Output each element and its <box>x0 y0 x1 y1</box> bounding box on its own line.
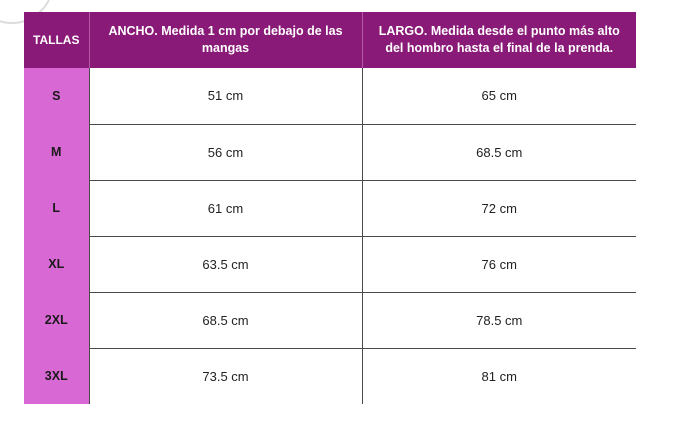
header-sizes: TALLAS <box>24 12 89 68</box>
size-label: 3XL <box>24 348 89 404</box>
width-value: 56 cm <box>89 124 362 180</box>
width-value: 51 cm <box>89 68 362 124</box>
length-value: 68.5 cm <box>362 124 636 180</box>
table-row <box>24 236 636 292</box>
length-value: 78.5 cm <box>362 292 636 348</box>
size-chart-table <box>24 12 636 404</box>
width-value: 61 cm <box>89 180 362 236</box>
width-value: 73.5 cm <box>89 348 362 404</box>
header-length: LARGO. Medida desde el punto más alto del hombro hasta el final de la prenda. <box>362 12 636 68</box>
size-label: M <box>24 124 89 180</box>
table-row <box>24 180 636 236</box>
table-body <box>24 68 636 404</box>
table-row <box>24 124 636 180</box>
size-label: XL <box>24 236 89 292</box>
size-label: S <box>24 68 89 124</box>
size-label: L <box>24 180 89 236</box>
table-row <box>24 68 636 124</box>
header-row <box>24 12 636 68</box>
size-label: 2XL <box>24 292 89 348</box>
table-header <box>24 12 636 68</box>
length-value: 76 cm <box>362 236 636 292</box>
length-value: 72 cm <box>362 180 636 236</box>
width-value: 63.5 cm <box>89 236 362 292</box>
header-width: ANCHO. Medida 1 cm por debajo de las mangas <box>89 12 362 68</box>
width-value: 68.5 cm <box>89 292 362 348</box>
table-row <box>24 348 636 404</box>
length-value: 65 cm <box>362 68 636 124</box>
table-row <box>24 292 636 348</box>
length-value: 81 cm <box>362 348 636 404</box>
